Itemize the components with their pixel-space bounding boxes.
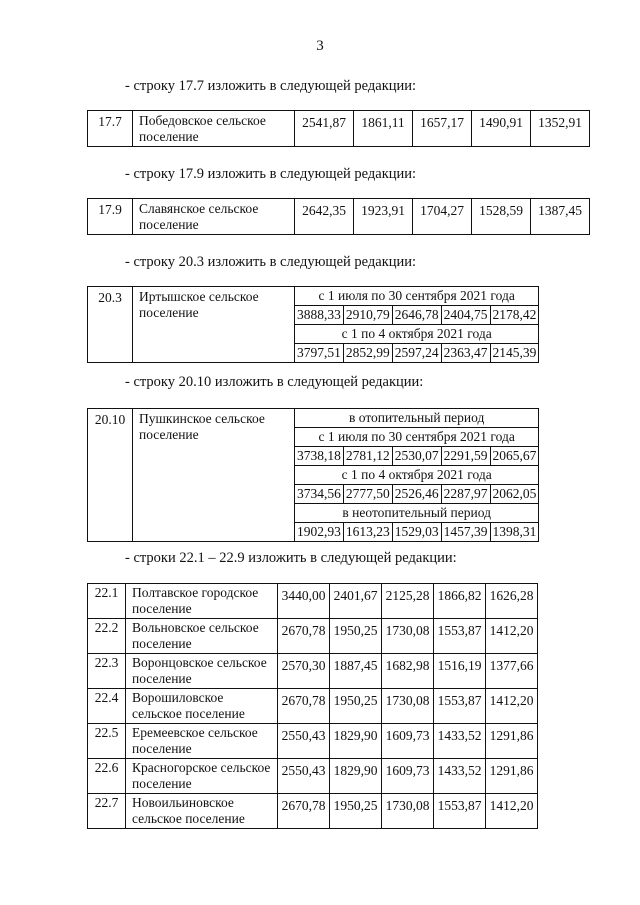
- value-cell: 2291,59: [441, 447, 490, 466]
- value-cell: 3734,56: [295, 485, 344, 504]
- value-cell: 1433,52: [434, 759, 486, 794]
- instruction-20-3: - строку 20.3 изложить в следующей редакции:: [125, 254, 417, 270]
- value-cell: 1529,03: [392, 523, 441, 542]
- value-cell: 2642,35: [295, 199, 354, 235]
- value-cell: 2852,99: [343, 344, 392, 363]
- page-number: 3: [316, 38, 324, 54]
- settlement-name: Новоильиновское сельское поселение: [126, 794, 278, 829]
- value-cell: 3440,00: [278, 584, 330, 619]
- value-cell: 2646,78: [392, 306, 441, 325]
- instruction-17-7: - строку 17.7 изложить в следующей редакции:: [125, 78, 417, 94]
- settlement-name: Пушкинское сельское поселение: [133, 409, 295, 542]
- settlement-name: Иртышское сельское поселение: [133, 287, 295, 363]
- table-row-17-9: [87, 198, 590, 235]
- value-cell: 2910,79: [343, 306, 392, 325]
- row-number: 22.5: [88, 724, 126, 759]
- value-cell: 2530,07: [392, 447, 441, 466]
- period-label: с 1 июля по 30 сентября 2021 года: [295, 428, 539, 447]
- period-label: в неотопительный период: [295, 504, 539, 523]
- value-cell: 2062,05: [490, 485, 539, 504]
- row-number: 17.7: [88, 111, 133, 147]
- value-cell: 2125,28: [382, 584, 434, 619]
- value-cell: 1412,20: [486, 619, 538, 654]
- value-cell: 1516,19: [434, 654, 486, 689]
- settlement-name: Воронцовское сельское поселение: [126, 654, 278, 689]
- value-cell: 1626,28: [486, 584, 538, 619]
- settlement-name: Красногорское сельское поселение: [126, 759, 278, 794]
- row-number: 22.2: [88, 619, 126, 654]
- period-label: в отопительный период: [295, 409, 539, 428]
- value-cell: 3738,18: [295, 447, 344, 466]
- value-cell: 1609,73: [382, 724, 434, 759]
- value-cell: 1887,45: [330, 654, 382, 689]
- value-cell: 1704,27: [413, 199, 472, 235]
- period-label: с 1 по 4 октября 2021 года: [295, 325, 539, 344]
- value-cell: 2781,12: [343, 447, 392, 466]
- value-cell: 2363,47: [441, 344, 490, 363]
- settlement-name: Полтавское городское поселение: [126, 584, 278, 619]
- value-cell: 1609,73: [382, 759, 434, 794]
- value-cell: 1613,23: [343, 523, 392, 542]
- value-cell: 1387,45: [531, 199, 590, 235]
- table-row-17-7: [87, 110, 590, 147]
- table-row: [88, 689, 538, 724]
- settlement-name: Славянское сельское поселение: [133, 199, 295, 235]
- value-cell: 2670,78: [278, 689, 330, 724]
- value-cell: 2550,43: [278, 724, 330, 759]
- value-cell: 1457,39: [441, 523, 490, 542]
- value-cell: 2777,50: [343, 485, 392, 504]
- value-cell: 1950,25: [330, 619, 382, 654]
- row-number: 22.1: [88, 584, 126, 619]
- instruction-22: - строки 22.1 – 22.9 изложить в следующей редакции:: [125, 550, 457, 566]
- table-row: [88, 794, 538, 829]
- value-cell: 1291,86: [486, 724, 538, 759]
- table-row: [88, 654, 538, 689]
- value-cell: 3797,51: [295, 344, 344, 363]
- table-rows-22: [87, 583, 538, 829]
- row-number: 22.4: [88, 689, 126, 724]
- table-row-20-3: [87, 286, 539, 363]
- value-cell: 2401,67: [330, 584, 382, 619]
- value-cell: 2597,24: [392, 344, 441, 363]
- row-number: 20.10: [88, 409, 133, 542]
- settlement-name: Вольновское сельское поселение: [126, 619, 278, 654]
- value-cell: 1829,90: [330, 759, 382, 794]
- value-cell: 1730,08: [382, 794, 434, 829]
- value-cell: 1291,86: [486, 759, 538, 794]
- value-cell: 1352,91: [531, 111, 590, 147]
- row-number: 22.7: [88, 794, 126, 829]
- value-cell: 1398,31: [490, 523, 539, 542]
- table-row: [88, 759, 538, 794]
- table-row-20-10: [87, 408, 539, 542]
- row-number: 17.9: [88, 199, 133, 235]
- value-cell: 1861,11: [354, 111, 413, 147]
- value-cell: 1950,25: [330, 689, 382, 724]
- value-cell: 1412,20: [486, 794, 538, 829]
- period-label: с 1 июля по 30 сентября 2021 года: [295, 287, 539, 306]
- value-cell: 2541,87: [295, 111, 354, 147]
- settlement-name: Ворошиловское сельское поселение: [126, 689, 278, 724]
- value-cell: 2178,42: [490, 306, 539, 325]
- value-cell: 1433,52: [434, 724, 486, 759]
- value-cell: 1923,91: [354, 199, 413, 235]
- table-row: [88, 724, 538, 759]
- value-cell: 1902,93: [295, 523, 344, 542]
- value-cell: 1866,82: [434, 584, 486, 619]
- row-number: 22.3: [88, 654, 126, 689]
- value-cell: 2145,39: [490, 344, 539, 363]
- value-cell: 1553,87: [434, 794, 486, 829]
- value-cell: 1553,87: [434, 689, 486, 724]
- row-number: 22.6: [88, 759, 126, 794]
- value-cell: 3888,33: [295, 306, 344, 325]
- value-cell: 1682,98: [382, 654, 434, 689]
- settlement-name: Победовское сельское поселение: [133, 111, 295, 147]
- instruction-20-10: - строку 20.10 изложить в следующей редакции:: [125, 374, 424, 390]
- value-cell: 2526,46: [392, 485, 441, 504]
- row-number: 20.3: [88, 287, 133, 363]
- value-cell: 1377,66: [486, 654, 538, 689]
- value-cell: 2287,97: [441, 485, 490, 504]
- value-cell: 2065,67: [490, 447, 539, 466]
- value-cell: 1412,20: [486, 689, 538, 724]
- value-cell: 1730,08: [382, 689, 434, 724]
- value-cell: 2404,75: [441, 306, 490, 325]
- value-cell: 1553,87: [434, 619, 486, 654]
- value-cell: 2550,43: [278, 759, 330, 794]
- value-cell: 2670,78: [278, 794, 330, 829]
- instruction-17-9: - строку 17.9 изложить в следующей редакции:: [125, 166, 417, 182]
- value-cell: 2670,78: [278, 619, 330, 654]
- value-cell: 1730,08: [382, 619, 434, 654]
- period-label: с 1 по 4 октября 2021 года: [295, 466, 539, 485]
- settlement-name: Еремеевское сельское поселение: [126, 724, 278, 759]
- table-row: [88, 619, 538, 654]
- value-cell: 1490,91: [472, 111, 531, 147]
- value-cell: 2570,30: [278, 654, 330, 689]
- table-row: [88, 584, 538, 619]
- value-cell: 1829,90: [330, 724, 382, 759]
- value-cell: 1528,59: [472, 199, 531, 235]
- value-cell: 1950,25: [330, 794, 382, 829]
- value-cell: 1657,17: [413, 111, 472, 147]
